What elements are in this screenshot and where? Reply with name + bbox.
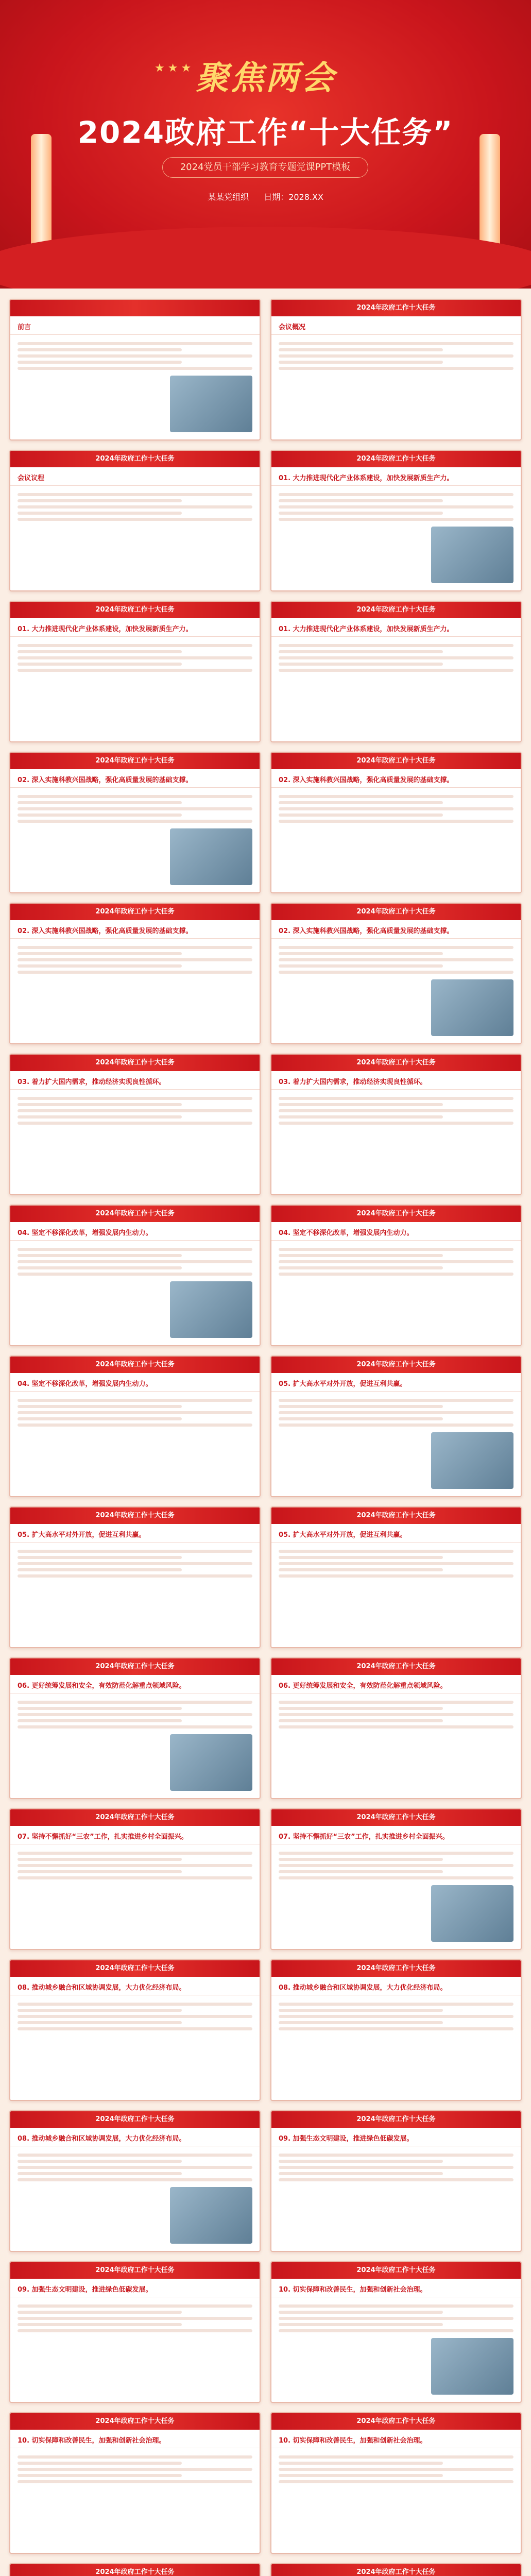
text-line-placeholder: [18, 348, 182, 351]
text-line-placeholder: [18, 656, 252, 659]
text-line-placeholder: [18, 2474, 182, 2477]
slide-thumbnail: [9, 752, 261, 893]
slide-heading: 01. 大力推进现代化产业体系建设，加快发展新质生产力。: [271, 467, 521, 486]
text-line-placeholder: [279, 1103, 443, 1106]
text-line-placeholder: [279, 1713, 513, 1716]
slide-body: [271, 335, 521, 377]
text-line-placeholder: [18, 2323, 182, 2326]
slide-heading: 08. 推动城乡融合和区域协调发展，大力优化经济布局。: [10, 2128, 260, 2146]
text-line-placeholder: [279, 1417, 443, 1420]
text-line-placeholder: [279, 367, 513, 370]
text-line-placeholder: [279, 1864, 513, 1867]
text-line-placeholder: [279, 2154, 513, 2157]
slide-heading: 05. 扩大高水平对外开放，促进互利共赢。: [271, 1524, 521, 1543]
text-line-placeholder: [18, 505, 252, 509]
slide-thumbnail: [270, 903, 522, 1044]
text-line-placeholder: [279, 644, 513, 647]
text-line-placeholder: [279, 801, 443, 804]
slide-body: [271, 1090, 521, 1132]
text-line-placeholder: [18, 1562, 252, 1565]
text-line-placeholder: [279, 1405, 443, 1408]
text-line-placeholder: [18, 1550, 252, 1553]
text-line-placeholder: [279, 2160, 443, 2163]
text-line-placeholder: [279, 1719, 443, 1722]
slide-heading: 03. 着力扩大国内需求，推动经济实现良性循环。: [10, 1071, 260, 1090]
slide-heading: 02. 深入实施科教兴国战略，强化高质量发展的基础支撑。: [10, 769, 260, 788]
stars-decoration: ★★★: [155, 62, 195, 75]
slide-header-bar: 2024年政府工作十大任务: [271, 1658, 521, 1675]
slide-heading: 02. 深入实施科教兴国战略，强化高质量发展的基础支撑。: [271, 769, 521, 788]
text-line-placeholder: [279, 2027, 513, 2030]
text-line-placeholder: [279, 348, 443, 351]
text-line-placeholder: [279, 814, 443, 817]
text-line-placeholder: [18, 1876, 252, 1879]
text-line-placeholder: [18, 2455, 252, 2459]
slide-thumbnail: [9, 1205, 261, 1346]
slide-header-bar: 2024年政府工作十大任务: [10, 1357, 260, 1373]
slide-body: [10, 788, 260, 830]
slide-header-bar: 2024年政府工作十大任务: [271, 2413, 521, 2430]
slide-header-bar: 2024年政府工作十大任务: [10, 1809, 260, 1826]
text-line-placeholder: [279, 1858, 443, 1861]
slide-thumbnail: [270, 1959, 522, 2101]
text-line-placeholder: [18, 1713, 252, 1716]
text-line-placeholder: [18, 1115, 182, 1118]
text-line-placeholder: [18, 1568, 182, 1571]
slide-thumbnail: [9, 450, 261, 591]
slide-header-bar: 2024年政府工作十大任务: [271, 1507, 521, 1524]
slide-header-bar: 2024年政府工作十大任务: [10, 451, 260, 467]
text-line-placeholder: [279, 2166, 513, 2169]
slide-header-bar: 2024年政府工作十大任务: [10, 1507, 260, 1524]
text-line-placeholder: [18, 795, 252, 798]
text-line-placeholder: [279, 2462, 443, 2465]
text-line-placeholder: [18, 669, 252, 672]
slide-image: [170, 828, 252, 885]
slide-header-bar: 2024年政府工作十大任务: [271, 1357, 521, 1373]
text-line-placeholder: [18, 1399, 252, 1402]
slide-image: [170, 376, 252, 432]
text-line-placeholder: [18, 1858, 182, 1861]
cover-meta: [0, 191, 531, 202]
text-line-placeholder: [279, 2329, 513, 2332]
slide-body: [10, 1844, 260, 1887]
slide-thumbnail: [270, 1355, 522, 1497]
text-line-placeholder: [279, 1870, 443, 1873]
slide-body: [10, 335, 260, 377]
slide-image: [431, 1432, 513, 1489]
slide-body: [271, 1995, 521, 2038]
text-line-placeholder: [18, 1103, 182, 1106]
text-line-placeholder: [279, 493, 513, 496]
slide-heading: 07. 坚持不懈抓好“三农”工作，扎实推进乡村全面振兴。: [10, 1826, 260, 1844]
slide-body: [271, 486, 521, 528]
slide-body: [271, 1543, 521, 1585]
text-line-placeholder: [279, 1701, 513, 1704]
text-line-placeholder: [18, 1701, 252, 1704]
text-line-placeholder: [18, 1423, 252, 1427]
slide-heading: 06. 更好统筹发展和安全，有效防范化解重点领域风险。: [10, 1675, 260, 1693]
slide-image: [431, 2338, 513, 2395]
slide-header-bar: 2024年政府工作十大任务: [10, 1658, 260, 1675]
slide-image: [431, 527, 513, 583]
slide-image: [170, 2187, 252, 2244]
text-line-placeholder: [279, 795, 513, 798]
slide-header-bar: 2024年政府工作十大任务: [271, 1809, 521, 1826]
text-line-placeholder: [279, 1248, 513, 1251]
text-line-placeholder: [18, 2480, 252, 2483]
text-line-placeholder: [18, 1852, 252, 1855]
text-line-placeholder: [18, 2172, 182, 2175]
text-line-placeholder: [18, 1556, 182, 1559]
slide-body: [10, 939, 260, 981]
slide-body: [271, 1241, 521, 1283]
slide-image: [170, 1281, 252, 1338]
slide-image: [431, 1885, 513, 1942]
slide-heading: 05. 扩大高水平对外开放，促进互利共赢。: [10, 1524, 260, 1543]
slide-thumbnail: [9, 2412, 261, 2554]
text-line-placeholder: [279, 958, 513, 961]
text-line-placeholder: [279, 1411, 513, 1414]
text-line-placeholder: [18, 1411, 252, 1414]
calligraphy-title: 聚焦两会: [196, 59, 336, 97]
cover-subtitle: 2024党员干部学习教育专题党课PPT模板: [162, 157, 368, 178]
text-line-placeholder: [18, 354, 252, 358]
text-line-placeholder: [18, 1097, 252, 1100]
slide-thumbnail: [270, 2563, 522, 2576]
text-line-placeholder: [18, 1870, 182, 1873]
text-line-placeholder: [279, 1550, 513, 1553]
slide-heading: 会议议程: [10, 467, 260, 486]
text-line-placeholder: [279, 952, 443, 955]
text-line-placeholder: [18, 1574, 252, 1578]
slide-heading: 02. 深入实施科教兴国战略，强化高质量发展的基础支撑。: [271, 920, 521, 939]
slide-thumbnail: [9, 2110, 261, 2252]
text-line-placeholder: [18, 2009, 182, 2012]
slide-image: [431, 979, 513, 1036]
text-line-placeholder: [18, 650, 182, 653]
slide-thumbnail: [270, 2261, 522, 2403]
slide-header-bar: 2024年政府工作十大任务: [271, 1206, 521, 1222]
text-line-placeholder: [279, 1707, 443, 1710]
slide-thumbnail: [9, 903, 261, 1044]
text-line-placeholder: [279, 2311, 443, 2314]
text-line-placeholder: [18, 1273, 252, 1276]
slide-thumbnail: [270, 299, 522, 440]
slide-thumbnail: [270, 2412, 522, 2554]
text-line-placeholder: [18, 663, 182, 666]
slide-grid: [0, 289, 531, 2576]
slide-thumbnail: [9, 1506, 261, 1648]
text-line-placeholder: [279, 1115, 443, 1118]
slide-body: [10, 2146, 260, 2189]
slide-image: [170, 1734, 252, 1791]
slide-header-bar: 2024年政府工作十大任务: [271, 1960, 521, 1977]
slide-heading: 01. 大力推进现代化产业体系建设，加快发展新质生产力。: [271, 618, 521, 637]
text-line-placeholder: [279, 1273, 513, 1276]
slide-header-bar: 2024年政府工作十大任务: [271, 300, 521, 316]
text-line-placeholder: [279, 505, 513, 509]
text-line-placeholder: [18, 2468, 252, 2471]
slide-body: [271, 2297, 521, 2340]
text-line-placeholder: [279, 2021, 443, 2024]
text-line-placeholder: [18, 367, 252, 370]
slide-heading: 09. 加强生态文明建设，推进绿色低碳发展。: [271, 2128, 521, 2146]
slide-body: [10, 2448, 260, 2490]
text-line-placeholder: [18, 1260, 252, 1263]
slide-heading: 05. 扩大高水平对外开放，促进互利共赢。: [271, 1373, 521, 1392]
slide-heading: 09. 加强生态文明建设，推进绿色低碳发展。: [10, 2279, 260, 2297]
slide-body: [10, 1995, 260, 2038]
slide-header-bar: 2024年政府工作十大任务: [10, 1206, 260, 1222]
slide-body: [271, 788, 521, 830]
cover-slide: [0, 0, 531, 289]
slide-thumbnail: [9, 299, 261, 440]
slide-heading: 06. 更好统筹发展和安全，有效防范化解重点领域风险。: [271, 1675, 521, 1693]
text-line-placeholder: [279, 2015, 513, 2018]
slide-body: [10, 1543, 260, 1585]
text-line-placeholder: [18, 820, 252, 823]
text-line-placeholder: [279, 656, 513, 659]
slide-body: [10, 637, 260, 679]
text-line-placeholder: [18, 2317, 252, 2320]
slide-header-bar: 2024年政府工作十大任务: [271, 451, 521, 467]
slide-thumbnail: [270, 1657, 522, 1799]
text-line-placeholder: [18, 493, 252, 496]
slide-header-bar: 2024年政府工作十大任务: [10, 1960, 260, 1977]
slide-header-bar: 2024年政府工作十大任务: [271, 2262, 521, 2279]
text-line-placeholder: [18, 807, 252, 810]
slide-thumbnail: [9, 1355, 261, 1497]
text-line-placeholder: [18, 2166, 252, 2169]
slide-thumbnail: [270, 450, 522, 591]
text-line-placeholder: [279, 946, 513, 949]
text-line-placeholder: [279, 2480, 513, 2483]
text-line-placeholder: [279, 518, 513, 521]
slide-heading: 01. 大力推进现代化产业体系建设，加快发展新质生产力。: [10, 618, 260, 637]
text-line-placeholder: [18, 1248, 252, 1251]
slide-heading: 10. 切实保障和改善民生，加强和创新社会治理。: [271, 2279, 521, 2297]
text-line-placeholder: [279, 1254, 443, 1257]
text-line-placeholder: [279, 663, 443, 666]
text-line-placeholder: [279, 1266, 443, 1269]
slide-thumbnail: [270, 1054, 522, 1195]
slide-heading: 会议概况: [271, 316, 521, 335]
text-line-placeholder: [279, 964, 443, 968]
text-line-placeholder: [279, 2304, 513, 2308]
text-line-placeholder: [18, 964, 182, 968]
slide-thumbnail: [270, 2110, 522, 2252]
text-line-placeholder: [18, 342, 252, 345]
text-line-placeholder: [18, 1707, 182, 1710]
slide-thumbnail: [9, 601, 261, 742]
text-line-placeholder: [18, 2154, 252, 2157]
slide-header-bar: 2024年政府工作十大任务: [271, 904, 521, 920]
text-line-placeholder: [18, 2304, 252, 2308]
slide-thumbnail: [9, 1054, 261, 1195]
text-line-placeholder: [18, 2311, 182, 2314]
text-line-placeholder: [279, 1568, 443, 1571]
slide-header-bar: [10, 300, 260, 316]
text-line-placeholder: [18, 2027, 252, 2030]
slide-header-bar: 2024年政府工作十大任务: [10, 1055, 260, 1071]
slide-heading: 前言: [10, 316, 260, 335]
slide-header-bar: 2024年政府工作十大任务: [10, 753, 260, 769]
slide-body: [10, 486, 260, 528]
slide-heading: 04. 坚定不移深化改革，增强发展内生动力。: [10, 1373, 260, 1392]
slide-heading: 08. 推动城乡融合和区域协调发展，大力优化经济布局。: [271, 1977, 521, 1995]
slide-heading: 08. 推动城乡融合和区域协调发展，大力优化经济布局。: [10, 1977, 260, 1995]
text-line-placeholder: [279, 1574, 513, 1578]
text-line-placeholder: [279, 2455, 513, 2459]
slide-thumbnail: [270, 1205, 522, 1346]
text-line-placeholder: [279, 820, 513, 823]
text-line-placeholder: [279, 1399, 513, 1402]
slide-thumbnail: [9, 2261, 261, 2403]
text-line-placeholder: [18, 814, 182, 817]
org-name: 某某党组织: [208, 192, 249, 202]
slide-body: [271, 1392, 521, 1434]
slide-body: [10, 1693, 260, 1736]
text-line-placeholder: [18, 1122, 252, 1125]
text-line-placeholder: [279, 1423, 513, 1427]
text-line-placeholder: [279, 2468, 513, 2471]
text-line-placeholder: [18, 1109, 252, 1112]
slide-body: [10, 1241, 260, 1283]
text-line-placeholder: [279, 1122, 513, 1125]
slide-thumbnail: [270, 1506, 522, 1648]
text-line-placeholder: [18, 2015, 252, 2018]
text-line-placeholder: [279, 1562, 513, 1565]
text-line-placeholder: [279, 1876, 513, 1879]
text-line-placeholder: [279, 361, 443, 364]
slide-body: [10, 2297, 260, 2340]
text-line-placeholder: [18, 801, 182, 804]
slide-body: [271, 2146, 521, 2189]
text-line-placeholder: [18, 2462, 182, 2465]
text-line-placeholder: [18, 946, 252, 949]
text-line-placeholder: [18, 512, 182, 515]
text-line-placeholder: [18, 2329, 252, 2332]
wave-decoration: [0, 227, 531, 289]
text-line-placeholder: [279, 2009, 443, 2012]
date-label: 日期：2028.XX: [264, 192, 323, 202]
slide-header-bar: 2024年政府工作十大任务: [271, 753, 521, 769]
slide-body: [10, 1392, 260, 1434]
slide-heading: 04. 坚定不移深化改革，增强发展内生动力。: [10, 1222, 260, 1241]
text-line-placeholder: [18, 518, 252, 521]
slide-header-bar: 2024年政府工作十大任务: [271, 2111, 521, 2128]
text-line-placeholder: [18, 2021, 182, 2024]
text-line-placeholder: [18, 361, 182, 364]
slide-thumbnail: [9, 1657, 261, 1799]
text-line-placeholder: [279, 807, 513, 810]
slide-header-bar: 2024年政府工作十大任务: [271, 602, 521, 618]
text-line-placeholder: [279, 499, 443, 502]
slide-header-bar: 2024年政府工作十大任务: [10, 2564, 260, 2576]
text-line-placeholder: [18, 2160, 182, 2163]
slide-header-bar: 2024年政府工作十大任务: [10, 2413, 260, 2430]
slide-header-bar: 2024年政府工作十大任务: [10, 602, 260, 618]
slide-header-bar: 2024年政府工作十大任务: [271, 1055, 521, 1071]
text-line-placeholder: [279, 1097, 513, 1100]
text-line-placeholder: [18, 952, 182, 955]
text-line-placeholder: [279, 354, 513, 358]
slide-body: [271, 1844, 521, 1887]
text-line-placeholder: [279, 512, 443, 515]
text-line-placeholder: [18, 1864, 252, 1867]
slide-heading: 03. 着力扩大国内需求，推动经济实现良性循环。: [271, 1071, 521, 1090]
text-line-placeholder: [279, 1109, 513, 1112]
slide-header-bar: 2024年政府工作十大任务: [10, 904, 260, 920]
text-line-placeholder: [279, 1725, 513, 1728]
text-line-placeholder: [279, 2317, 513, 2320]
slide-thumbnail: [270, 1808, 522, 1950]
text-line-placeholder: [18, 1254, 182, 1257]
text-line-placeholder: [18, 499, 182, 502]
slide-body: [271, 637, 521, 679]
slide-body: [271, 1693, 521, 1736]
text-line-placeholder: [279, 342, 513, 345]
slide-heading: 07. 坚持不懈抓好“三农”工作，扎实推进乡村全面振兴。: [271, 1826, 521, 1844]
text-line-placeholder: [279, 650, 443, 653]
text-line-placeholder: [279, 1260, 513, 1263]
text-line-placeholder: [279, 1852, 513, 1855]
text-line-placeholder: [18, 1405, 182, 1408]
text-line-placeholder: [18, 2003, 252, 2006]
slide-thumbnail: [270, 601, 522, 742]
slide-thumbnail: [270, 752, 522, 893]
text-line-placeholder: [279, 2172, 443, 2175]
slide-header-bar: 2024年政府工作十大任务: [10, 2262, 260, 2279]
text-line-placeholder: [279, 971, 513, 974]
text-line-placeholder: [279, 2323, 443, 2326]
slide-header-bar: 2024年政府工作十大任务: [10, 2111, 260, 2128]
slide-thumbnail: [9, 1959, 261, 2101]
text-line-placeholder: [279, 669, 513, 672]
text-line-placeholder: [279, 1556, 443, 1559]
slide-thumbnail: [9, 2563, 261, 2576]
text-line-placeholder: [18, 2178, 252, 2181]
text-line-placeholder: [18, 1725, 252, 1728]
text-line-placeholder: [18, 958, 252, 961]
text-line-placeholder: [18, 1417, 182, 1420]
text-line-placeholder: [18, 971, 252, 974]
slide-body: [271, 2448, 521, 2490]
slide-thumbnail: [9, 1808, 261, 1950]
text-line-placeholder: [279, 2178, 513, 2181]
text-line-placeholder: [18, 1266, 182, 1269]
slide-heading: 02. 深入实施科教兴国战略，强化高质量发展的基础支撑。: [10, 920, 260, 939]
slide-body: [10, 1090, 260, 1132]
slide-heading: 04. 坚定不移深化改革，增强发展内生动力。: [271, 1222, 521, 1241]
text-line-placeholder: [279, 2474, 443, 2477]
slide-heading: 10. 切实保障和改善民生，加强和创新社会治理。: [271, 2430, 521, 2448]
cover-title: 2024政府工作“十大任务”: [77, 115, 454, 150]
slide-heading: 10. 切实保障和改善民生，加强和创新社会治理。: [10, 2430, 260, 2448]
text-line-placeholder: [18, 1719, 182, 1722]
slide-body: [271, 939, 521, 981]
text-line-placeholder: [279, 2003, 513, 2006]
slide-header-bar: 2024年政府工作十大任务: [271, 2564, 521, 2576]
text-line-placeholder: [18, 644, 252, 647]
